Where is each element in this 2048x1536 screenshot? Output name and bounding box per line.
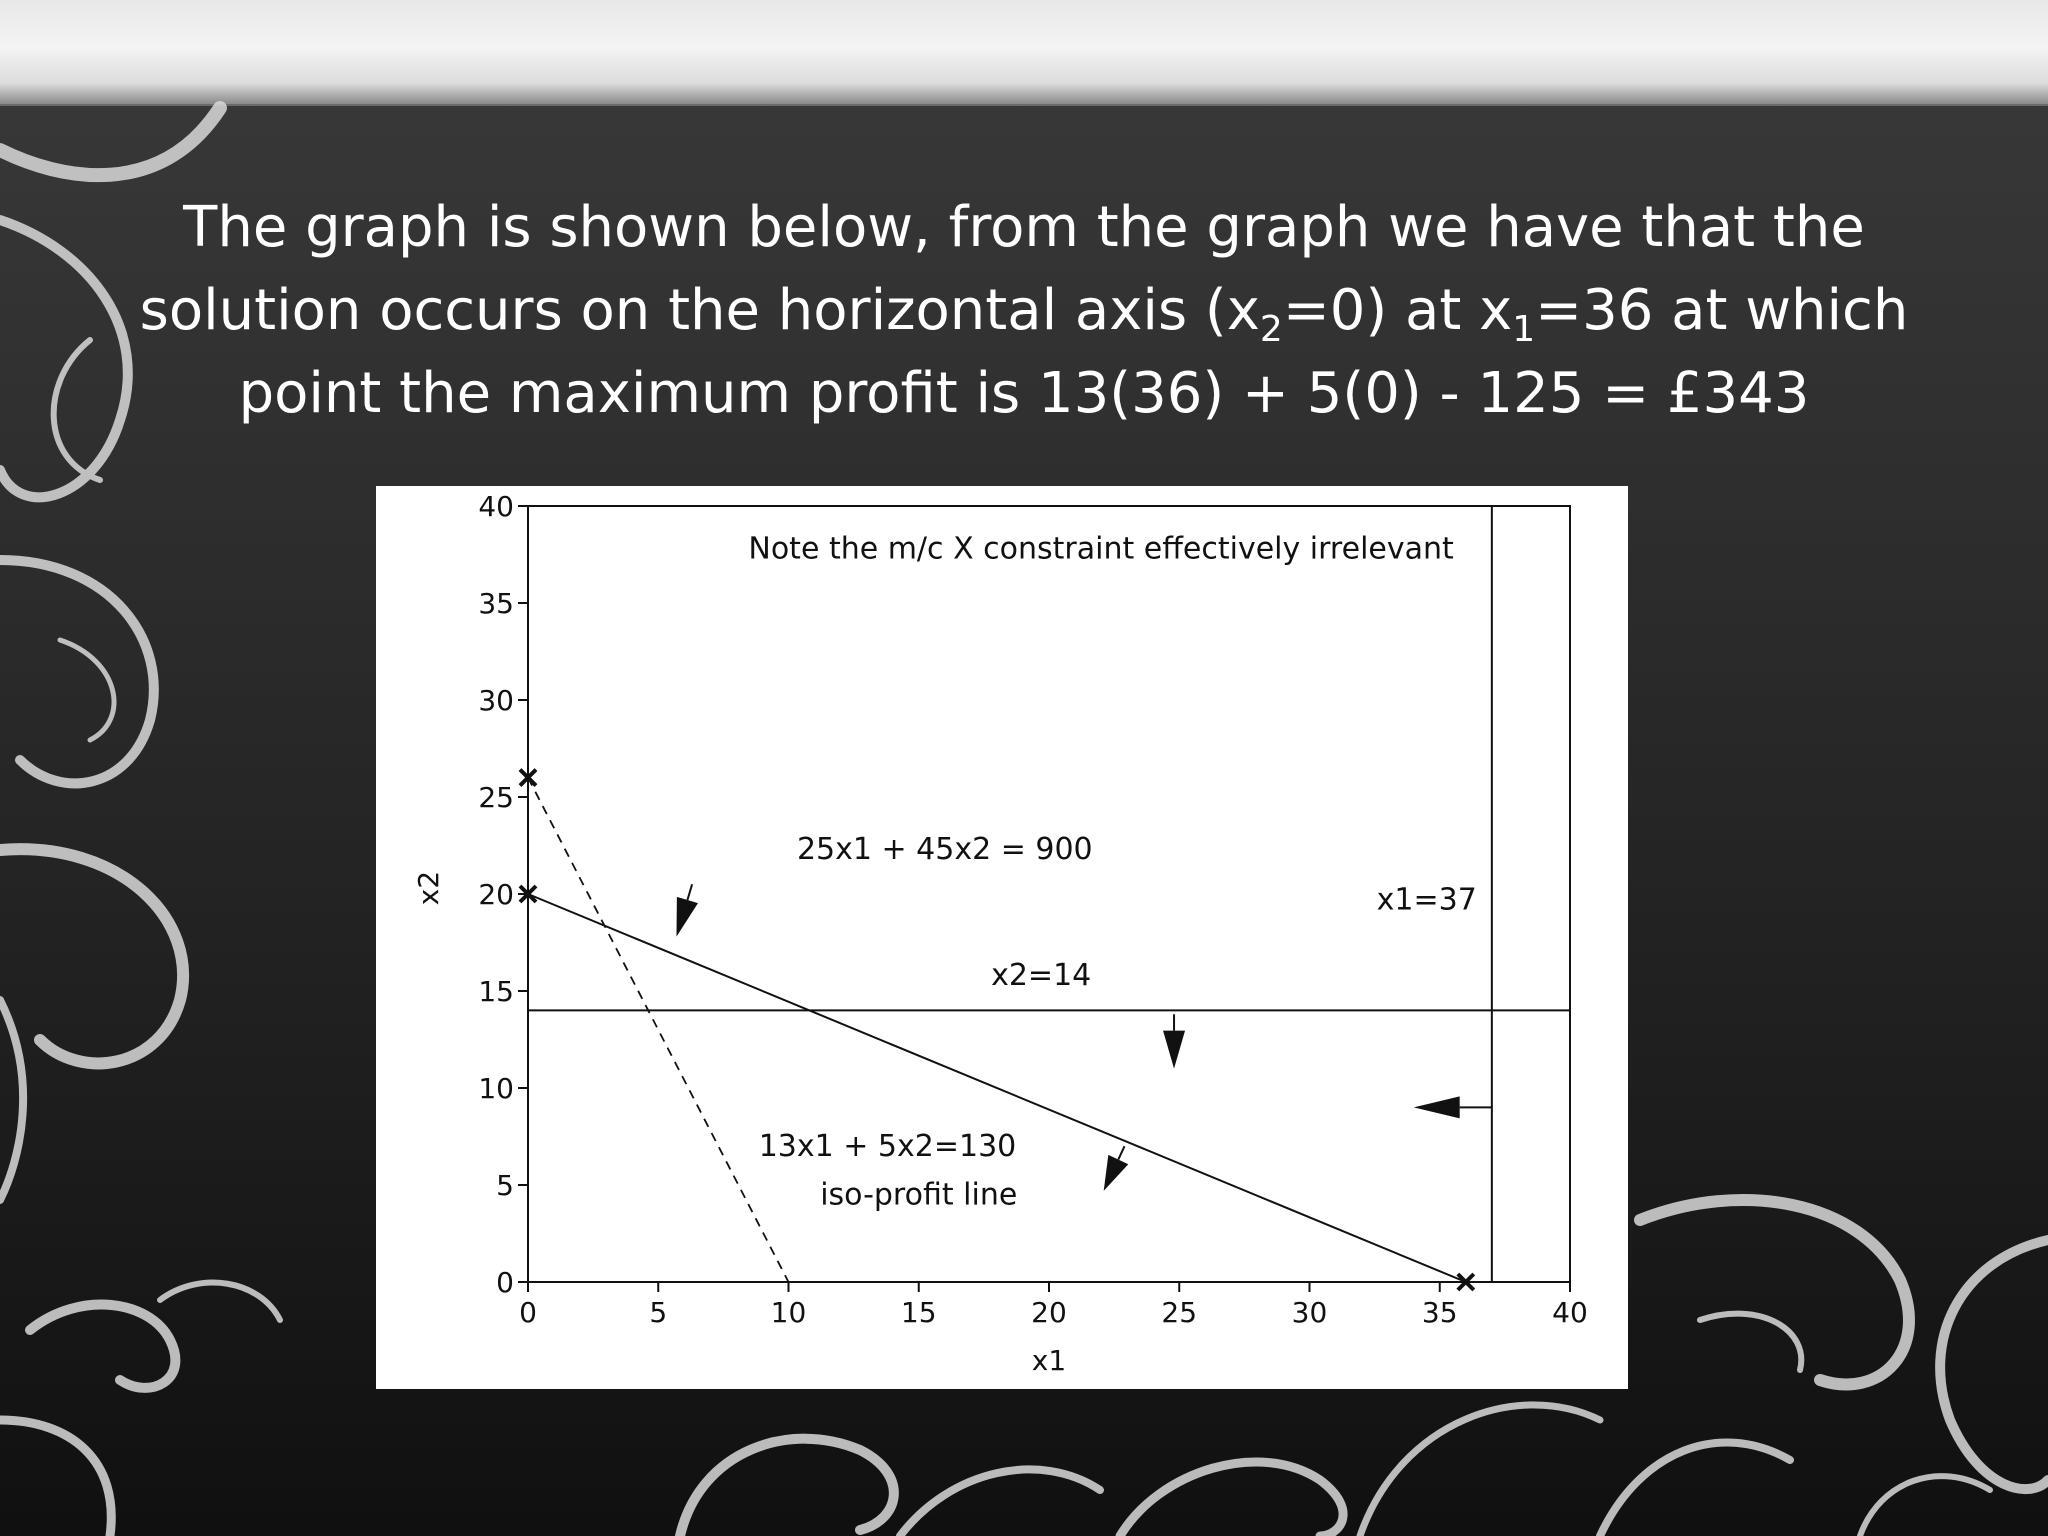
arrow-iso-profit-shaft [1118,1146,1124,1159]
arrow-x1-constraint-head [1414,1096,1460,1118]
y-tick-label: 20 [478,878,514,911]
linear-programming-chart [376,486,1628,1389]
annotation-3: x1=37 [1376,882,1477,918]
slide-text-line-1: The graph is shown below, from the graph we have that the [183,195,1865,260]
slide-text-segment: =36 at which [1535,278,1909,343]
x-tick-label: 30 [1291,1296,1328,1329]
x-tick-label: 5 [649,1296,668,1329]
y-tick-label: 35 [478,587,514,620]
y-tick-label: 0 [496,1266,514,1299]
y-tick-label: 40 [478,490,514,523]
chart-panel [376,486,1628,1389]
y-tick-label: 5 [496,1169,514,1202]
arrow-iso-profit-head [1104,1155,1129,1191]
arrow-x2-constraint-head [1163,1031,1185,1069]
annotation-6: iso-profit line [820,1177,1018,1213]
slide-text-segment: =0) at x [1282,278,1513,343]
x-tick-label: 15 [900,1296,937,1329]
x-tick-label: 40 [1552,1296,1588,1329]
slide-text-segment: solution occurs on the horizontal axis (x [139,278,1260,343]
x-tick-label: 25 [1161,1296,1198,1329]
annotation-4: x2=14 [991,958,1092,994]
arrow-budget-constraint-head [676,897,697,937]
subscript: 2 [1259,309,1283,350]
arrow-budget-constraint-shaft [687,884,692,900]
y-tick-label: 10 [478,1072,514,1105]
annotation-1: Note the m/c X constraint effectively irrelevant [748,531,1454,567]
x-axis-label: x1 [1031,1344,1067,1377]
annotation-2: 25x1 + 45x2 = 900 [796,832,1093,868]
x-tick-label: 35 [1421,1296,1458,1329]
annotation-5: 13x1 + 5x2=130 [758,1128,1017,1164]
y-tick-label: 25 [478,781,514,814]
slide-text-line-3: point the maximum profit is 13(36) + 5(0) - 125 = £343 [238,361,1810,426]
slide-text-line-2 [120,269,1928,352]
y-axis-label: x2 [412,870,445,906]
x-tick-label: 0 [519,1296,537,1329]
series-line-1 [528,894,1466,1282]
x-tick-label: 10 [770,1296,807,1329]
slide-body-text [120,186,1928,435]
y-tick-label: 15 [478,975,514,1008]
series-line-4 [528,778,789,1282]
x-tick-label: 20 [1031,1296,1067,1329]
y-tick-label: 30 [478,684,514,717]
subscript: 1 [1512,309,1536,350]
